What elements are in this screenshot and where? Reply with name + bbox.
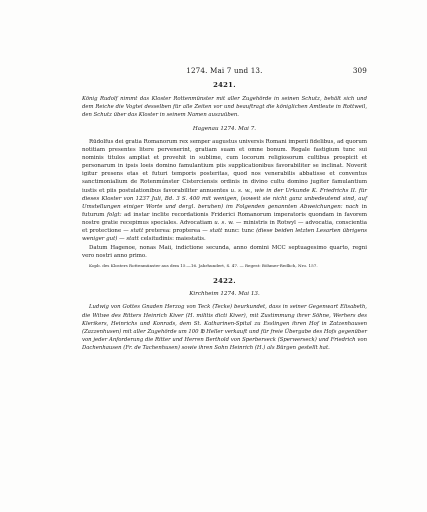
document-body [82, 138, 367, 244]
body-paragraph [82, 138, 367, 244]
running-head-date: 1274. Mai 7 und 13. [186, 66, 263, 75]
editorial-note: u. s. w. [214, 220, 234, 227]
editorial-note: folgt: [107, 212, 122, 219]
dating-clause: Datum Hagenoe, nonas Maii, indictione secunda, anno domini MCC septuagesimo quarto, regni vero nostri anno primo. [82, 244, 367, 259]
editorial-note: u. s. w., wie in der Urkunde K. Friedrichs II. für dieses Kloster von 1237 Juli, Bd. 3 S. 400 mit wenigen, (soweit sie nicht ganz unbedeutend sind, auf Umstellungen einiger Worte und dergl. beruhen) im Folgenden genannten Abweichungen: nach [82, 187, 367, 210]
editorial-note: statt [126, 236, 139, 243]
latin-text: — ministris in Rotwyl — advocatia, conscientia et protectione — [82, 220, 367, 235]
source-note: Kopb. des Klosters Rottenmünster aus dem 15.—16. Jahrhundert, S. 47. — Regest: Böhmer-Redlich, Nro. 157. [89, 262, 318, 268]
document-number-2: 2422. [213, 277, 236, 286]
running-head [82, 66, 367, 75]
latin-text: — [117, 236, 127, 243]
page-number: 309 [352, 66, 367, 75]
editorial-note: (diese beiden letzten Lesarten übrigens weniger gut) [82, 228, 367, 243]
latin-text: Rūdolfus dei gratia Romanorum rex semper augustus universis Romani imperii fidelibus, ad quorum notitiam presentes litere pervenerint, gratiam suam et omne bonum. Regale fastigium tunc sui nominis titulos ampliat et provehit in sublime, cum locorum religiosorum cultibus prospicit et personarum in ipsis loeis domino famulantium piis supplicationibus favorabiliter se inclinat. Noverit igitur presens etas et futuri temporis posteritas, quod nos venerabilis abbatisse et conventus sanctimonialium de Rotenmúnster Cisterciensis ordinis in divino cultu domino jugiter famulantium iustis et piis postulationibus favorabiliter annuentes [82, 138, 367, 194]
place-date-2: Kirchheim 1274. Mai 13. [189, 291, 260, 298]
latin-text: in futurum [82, 203, 367, 219]
place-date: Hagenau 1274. Mai 7. [192, 125, 257, 132]
editorial-note: statt [130, 228, 144, 235]
document-number: 2421. [213, 81, 236, 89]
document-summary-2: Ludwig von Gottes Gnaden Herzog von Teck (Tecke) beurkundet, dass in seiner Gegenwart Elisabeth, die Witwe des Ritters Heinrich Kiver (H. militis dicti Kiver), mit Zustimmung ihrer Söhne, Werhers des Klerikers, Heinrichs und Konrads, dem St. Katharinen-Spital zu Esslingen ihren Hof in Zatzenhausen (Zazzenhusen) mit aller Zugehörde um 100 ℔ Heller verkauft und für freie Übergabe des Hofs gegenüber von jeder Anforderung die Ritter und Herren Berthold von Sperberseck (Sperwerseck) und Friedrich von Dachenhausen (Fr. de Tachenhusen) sowie ihren Sohn Heinrich (H.) als Bürgen gestellt hat. [82, 304, 367, 352]
document-summary: König Rudolf nimmt das Kloster Rottenmünster mit aller Zugehörde in seinen Schutz, behält sich und dem Reiche die Vogtei desselben für alle Zeiten vor und beauftragt die königlichen Amtleute in Rottweil, den Schutz über das Kloster in seinem Namen auszuüben. [82, 96, 367, 119]
latin-text: celsitudinis: maiestatis. [138, 236, 206, 243]
latin-text: preterea: propterea — [143, 228, 210, 235]
editorial-note: statt [209, 228, 223, 235]
latin-text: nunc: tunc [222, 228, 257, 235]
latin-text: ad instar inclite recordationis Friderici Romanorum imperatoris quondam in favorem nostre gratie recepimus speciales. Advocatiam [82, 212, 368, 227]
